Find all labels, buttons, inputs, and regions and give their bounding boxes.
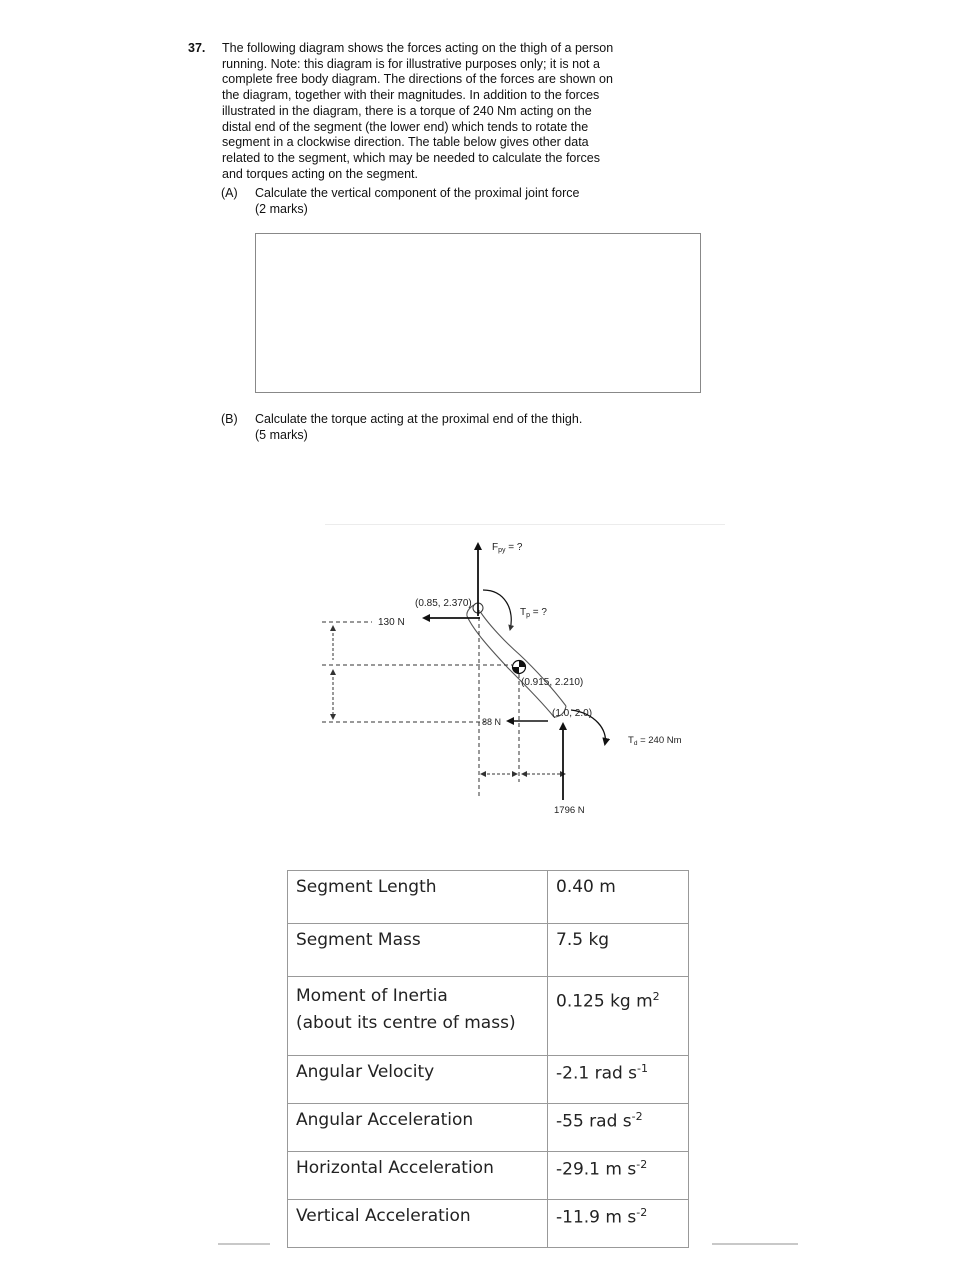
table-cell-label-line: (about its centre of mass) <box>296 1013 516 1033</box>
table-row <box>288 924 689 977</box>
question-line: illustrated in the diagram, there is a torque of 240 Nm acting on the <box>222 103 592 118</box>
table-row <box>288 977 689 1056</box>
force-1796n-label: 1796 N <box>554 805 585 816</box>
question-line: and torques acting on the segment. <box>222 166 418 181</box>
proximal-coordinate-label: (0.85, 2.370) <box>415 598 472 609</box>
table-cell-label: Angular Acceleration <box>288 1104 548 1152</box>
table-cell-label: Segment Mass <box>288 924 548 977</box>
divider <box>325 524 725 525</box>
table-cell-label: Vertical Acceleration <box>288 1200 548 1248</box>
table-cell-value <box>548 1152 689 1200</box>
question-number: 37. <box>188 41 206 55</box>
part-b-marks: (5 marks) <box>255 428 308 442</box>
part-a-text: Calculate the vertical component of the proximal joint force <box>255 186 580 200</box>
table-cell-value: 7.5 kg <box>548 924 689 977</box>
part-b-text: Calculate the torque acting at the proximal end of the thigh. <box>255 412 583 426</box>
value-text: -55 rad s <box>556 1111 632 1132</box>
tp-label: $T_p$ = ? <box>520 607 547 619</box>
free-body-diagram <box>300 530 720 830</box>
table-row <box>288 871 689 924</box>
value-exponent: 2 <box>652 990 660 1003</box>
distal-coordinate-label: (1.0, 2.0) <box>552 708 593 719</box>
table-cell-label: Angular Velocity <box>288 1056 548 1104</box>
proximal-torque-arrow <box>483 590 511 630</box>
force-88n-label: 88 N <box>482 717 502 727</box>
question-text <box>222 41 672 182</box>
table-cell-label-line: Moment of Inertia <box>296 986 448 1006</box>
question-line: segment in a clockwise direction. The table below gives other data <box>222 135 589 150</box>
table-row <box>288 1104 689 1152</box>
answer-box-part-a[interactable] <box>255 233 701 393</box>
table-row <box>288 1152 689 1200</box>
value-exponent: -2 <box>636 1158 648 1171</box>
footer-rule <box>712 1243 798 1245</box>
value-text: -29.1 m s <box>556 1159 637 1180</box>
segment-data-table <box>287 870 689 1248</box>
table-cell-value: 0.40 m <box>548 871 689 924</box>
value-text: -11.9 m s <box>556 1207 637 1228</box>
value-exponent: -2 <box>631 1110 643 1123</box>
table-cell-value <box>548 1104 689 1152</box>
table-row <box>288 1200 689 1248</box>
question-line: complete free body diagram. The directions of the forces are shown on <box>222 72 613 87</box>
question-line: related to the segment, which may be needed to calculate the forces <box>222 150 601 165</box>
table-cell-label: Horizontal Acceleration <box>288 1152 548 1200</box>
table-cell-label: Segment Length <box>288 871 548 924</box>
centre-of-mass-icon <box>513 661 526 674</box>
question-line: running. Note: this diagram is for illustrative purposes only; it is not a <box>222 56 600 71</box>
table-cell-value <box>548 1056 689 1104</box>
fpy-label: $F_{py}$ = ? <box>492 542 523 554</box>
value-exponent: -2 <box>636 1206 648 1219</box>
td-label: $T_d = 240$ Nm <box>628 735 682 747</box>
value-text: 0.125 kg m <box>556 991 653 1012</box>
question-line: the diagram, together with their magnitudes. In addition to the forces <box>222 88 600 103</box>
value-exponent: -1 <box>637 1062 649 1075</box>
question-line: distal end of the segment (the lower end) which tends to rotate the <box>222 119 589 134</box>
part-b-label: (B) <box>221 412 238 426</box>
value-text: -2.1 rad s <box>556 1063 638 1084</box>
part-a-label: (A) <box>221 186 238 200</box>
table-row <box>288 1056 689 1104</box>
part-a-marks: (2 marks) <box>255 202 308 216</box>
footer-rule <box>218 1243 270 1245</box>
force-130n-label: 130 N <box>378 617 405 628</box>
table-cell-value <box>548 977 689 1056</box>
question-line: The following diagram shows the forces acting on the thigh of a person <box>222 41 614 55</box>
com-coordinate-label: (0.915, 2.210) <box>521 677 584 688</box>
table-cell-label <box>288 977 548 1056</box>
table-cell-value <box>548 1200 689 1248</box>
